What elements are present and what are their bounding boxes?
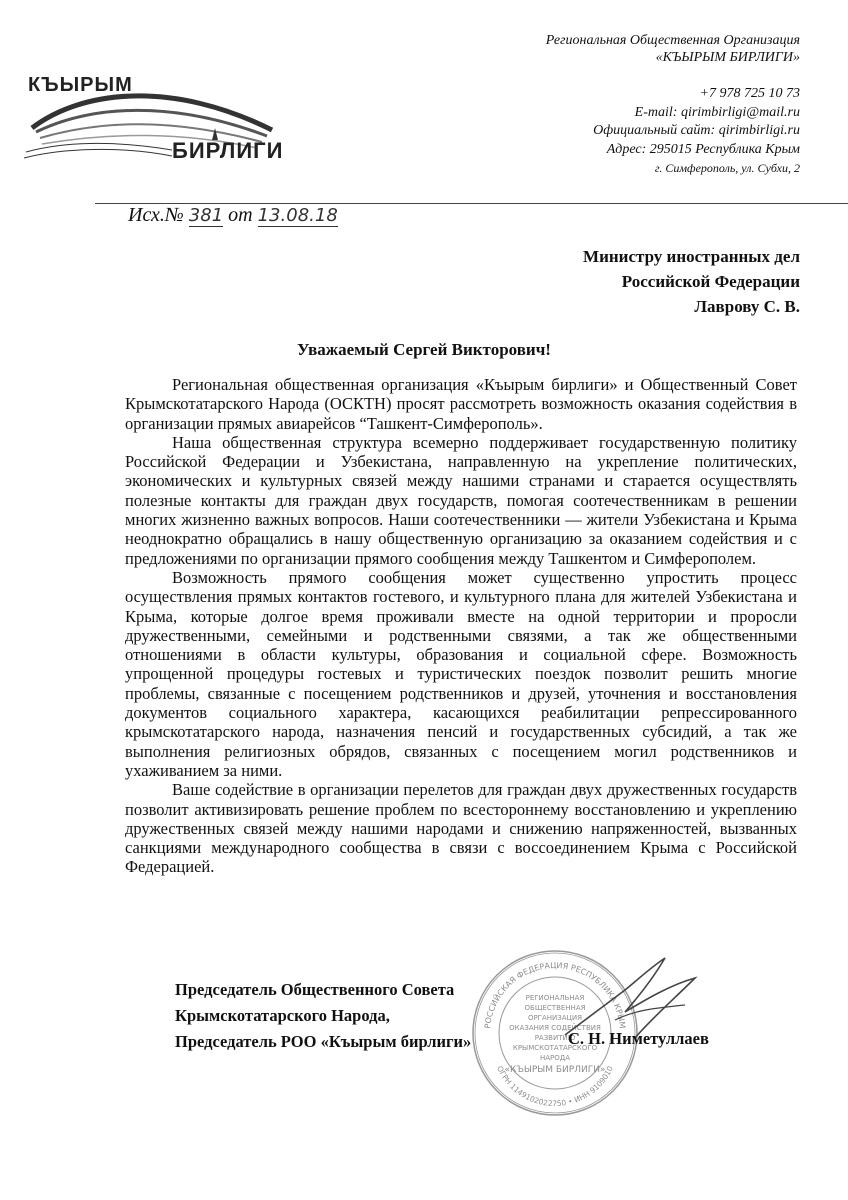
email: E-mail: qirimbirligi@mail.ru	[634, 104, 800, 120]
paragraph: Ваше содействие в организации перелетов для граждан двух дружественных государств позволит активизировать решение проблем по всестороннему восстановлению и укреплению дружественных связей между нашими народами и снижению напряженностей, вызванных санкциями международного сообщества в связи с воссоединением Крыма с Российской Федерацией.	[125, 780, 797, 877]
outgoing-date: 13.08.18	[257, 205, 338, 226]
website: Официальный сайт: qirimbirligi.ru	[593, 123, 800, 138]
stamp-inner-line: КРЫМСКОТАТАРСКОГО	[512, 1044, 598, 1052]
org-line-2: «КЪЫРЫМ БИРЛИГИ»	[655, 50, 800, 65]
addressee-line-2: Российской Федерации	[621, 272, 800, 291]
signatory-title-line-2: Крымскотатарского Народа,	[175, 1006, 390, 1025]
paragraph: Наша общественная структура всемерно поддерживает государственную политику Российской Федерации и Узбекистана, направленную на укрепление политических, экономических и культурных связей между нашими странами и старается осуществлять полезные контакты для граждан двух государств, помогая соотечественникам в решении многих жизненно важных вопросов. Наши соотечественники — жители Узбекистана и Крыма неоднократно обращались в нашу общественную организацию за оказанием содействия и с предложениями по организации прямого сообщения между Ташкентом и Симферополем.	[125, 432, 797, 568]
city-address: г. Симферополь, ул. Субхи, 2	[654, 161, 800, 175]
stamp-inner-line: РЕГИОНАЛЬНАЯ	[525, 994, 585, 1002]
paragraph: Региональная общественная организация «Къырым бирлиги» и Общественный Совет Крымскотатарского Народа (ОСКТН) просят рассмотреть возможность оказания содействия в организации прямых авиарейсов “Ташкент-Симферополь».	[125, 375, 797, 433]
stamp-inner-line: ОКАЗАНИЯ СОДЕЙСТВИЯ	[509, 1024, 601, 1032]
stamp-outer-bottom-text: ОГРН 1149102022750 • ИНН 9109010	[495, 1064, 615, 1109]
stamp-inner-line: РАЗВИТИЮ	[534, 1034, 576, 1042]
salutation: Уважаемый Сергей Викторович!	[297, 340, 551, 359]
signatory-name: С. Н. Ниметуллаев	[568, 1029, 709, 1048]
addressee-line-1: Министру иностранных дел	[583, 247, 800, 266]
stamp-inner-line: ОБЩЕСТВЕННАЯ	[524, 1004, 586, 1012]
contact-block	[400, 85, 800, 178]
org-line-1: Региональная Общественная Организация	[545, 33, 800, 48]
stamp-inner-line: «КЪЫРЫМ БИРЛИГИ»	[504, 1065, 606, 1075]
organization-name	[400, 32, 800, 66]
stamp-inner-line: НАРОДА	[539, 1054, 571, 1062]
outgoing-number-label: Исх.№	[128, 204, 184, 226]
addressee-block	[400, 244, 800, 319]
addressee-line-3: Лаврову С. В.	[694, 297, 800, 316]
letter-body	[125, 375, 797, 877]
signature-block	[175, 977, 471, 1055]
address: Адрес: 295015 Республика Крым	[606, 141, 800, 157]
outgoing-number: 381	[188, 205, 224, 226]
signatory-title-line-3: Председатель РОО «Къырым бирлиги»	[175, 1032, 472, 1051]
phone: +7 978 725 10 73	[699, 86, 800, 101]
paragraph: Возможность прямого сообщения может существенно упростить процесс осуществления прямых контактов гостевого, и культурного плана для жителей Узбекистана и Крыма, которые долгое время проживали вместе на одной территории и проросли дружественными, семейными и родственными связями, а так же общественными отношениями в области культуры, образования и социальной сфере. Возможность упрощенной процедуры гостевых и туристических поездок позволит решить многие проблемы, связанные с посещением родственников и друзей, уточнения и восстановления документов социального характера, касающихся реабилитации репрессированного крымскотатарского народа, назначения пенсий и государственных субсидий, а так же выполнения религиозных обрядов, связанных с посещением могил родственников и ухаживанием за ними.	[125, 567, 797, 780]
stamp-inner-line: ОРГАНИЗАЦИЯ	[527, 1014, 583, 1022]
organization-logo	[22, 70, 292, 175]
logo-text-top: КЪЫРЫМ	[28, 74, 133, 96]
signatory-title-line-1: Председатель Общественного Совета	[175, 980, 455, 999]
outgoing-date-label: от	[228, 204, 253, 226]
outgoing-reference	[128, 204, 338, 227]
logo-text-bottom: БИРЛИГИ	[172, 138, 284, 163]
stamp-outer-top-text: РОССИЙСКАЯ ФЕДЕРАЦИЯ РЕСПУБЛИКА КРЫМ	[483, 960, 627, 1029]
